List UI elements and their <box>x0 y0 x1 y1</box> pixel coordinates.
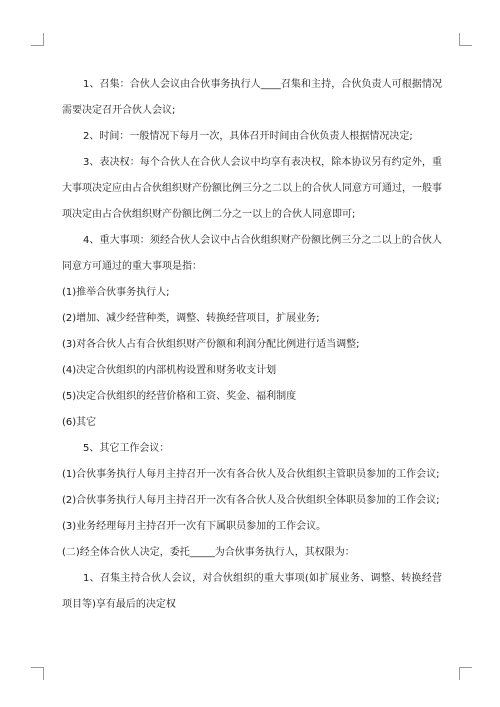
list-item: (1)推举合伙事务执行人; <box>62 287 170 298</box>
document-body <box>62 72 442 618</box>
list-item: (3)业务经理每月主持召开一次有下属职员参加的工作会议。 <box>62 521 327 532</box>
paragraph-time: 2、时间：一般情况下每月一次，具体召开时间由合伙负责人根据情况决定; <box>83 131 413 142</box>
crop-mark-bottom-left <box>31 667 44 680</box>
list-item: (2)增加、减少经营种类，调整、转换经营项目，扩展业务; <box>62 313 320 324</box>
paragraph-voting-rights: 3、表决权：每个合伙人在合伙人会议中均享有表决权，除本协议另有约定外，重大事项决定应由占合伙组织财产份额比例三分之二以上的合伙人同意方可通过，一般事项决定由占合伙组织财产份额比例二分之一以上的合伙人同意即可; <box>62 157 442 220</box>
paragraph-convening: 1、召集：合伙人会议由合伙事务执行人____召集和主持，合伙负责人可根据情况需要决定召开合伙人会议; <box>62 79 442 116</box>
list-item: (4)决定合伙组织的内部机构设置和财务收支计划 <box>62 365 277 376</box>
list-item: (2)合伙事务执行人每月主持召开一次有各合伙人及合伙组织全体职员参加的工作会议; <box>62 495 440 506</box>
list-item: (6)其它 <box>62 417 97 428</box>
paragraph-major-matters: 4、重大事项：须经合伙人会议中占合伙组织财产份额比例三分之二以上的合伙人同意方可通过的重大事项是指： <box>62 235 442 272</box>
paragraph-section-two: (二)经全体合伙人决定，委托_____为合伙事务执行人，其权限为： <box>62 547 355 558</box>
crop-mark-top-right <box>459 33 472 46</box>
list-item: (3)对各合伙人占有合伙组织财产份额和利润分配比例进行适当调整; <box>62 339 360 350</box>
paragraph-other-meetings: 5、其它工作会议： <box>83 443 170 454</box>
paragraph-executor-powers: 1、召集主持合伙人会议，对合伙组织的重大事项(如扩展业务、调整、转换经营项目等)享有最后的决定权 <box>62 573 442 610</box>
crop-mark-top-left <box>31 33 44 46</box>
list-item: (5)决定合伙组织的经营价格和工资、奖金、福利制度 <box>62 391 297 402</box>
crop-mark-bottom-right <box>459 667 472 680</box>
list-item: (1)合伙事务执行人每月主持召开一次有各合伙人及合伙组织主管职员参加的工作会议; <box>62 469 440 480</box>
